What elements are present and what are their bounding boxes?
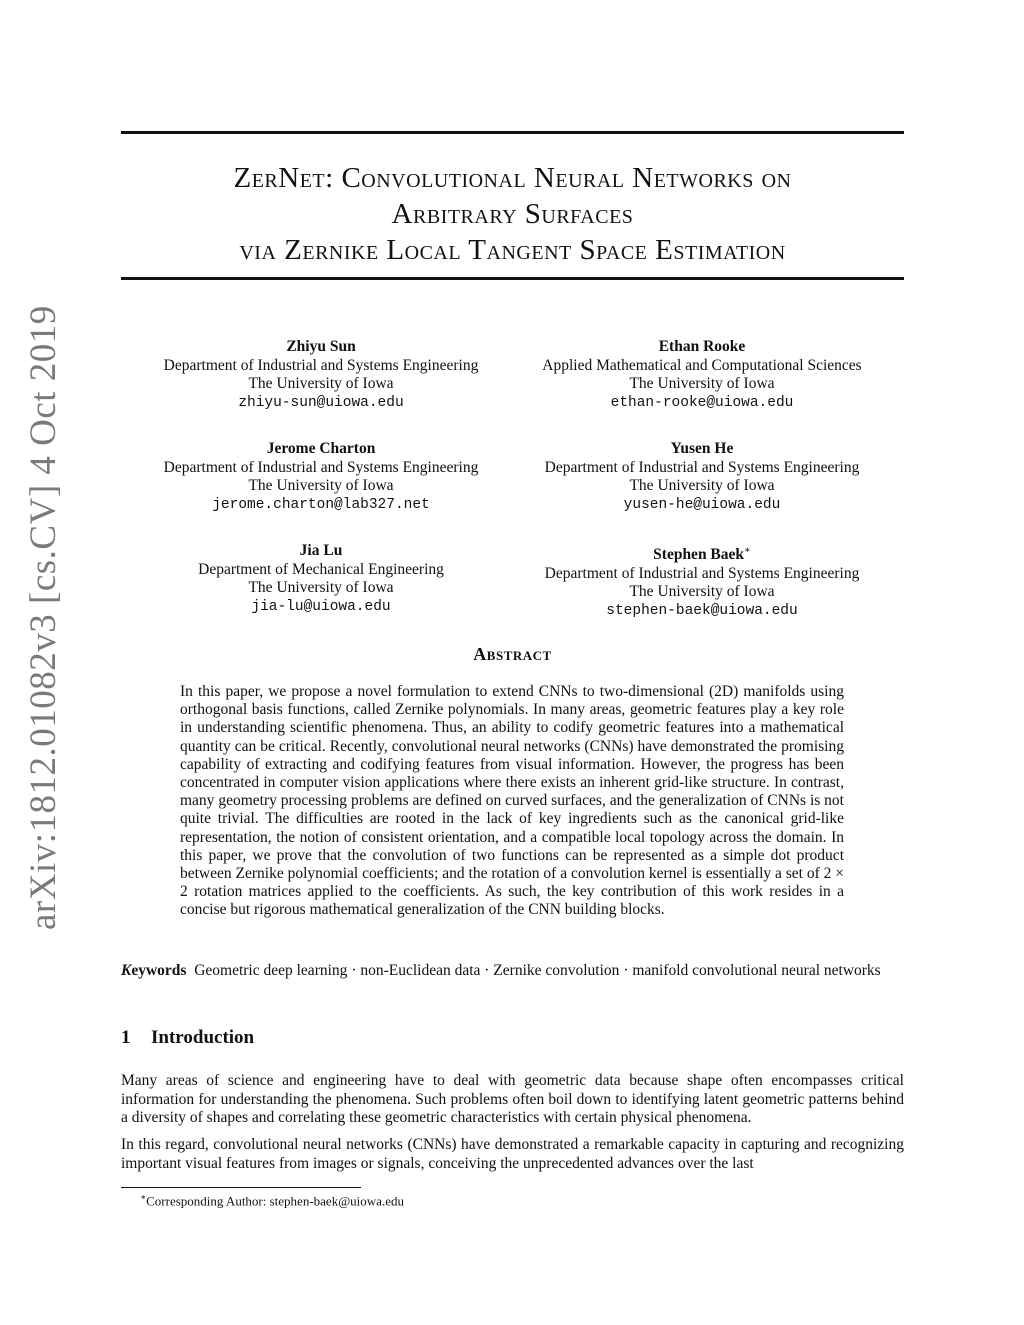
author-department: Department of Industrial and Systems Engineering <box>544 458 860 476</box>
author-name: Zhiyu Sun <box>286 338 356 355</box>
title-line-1: ZerNet: Convolutional Neural Networks on <box>233 162 792 194</box>
body-paragraph: Many areas of science and engineering have to deal with geometric data because shape often encompasses critical information for understanding the phenomena. Such problems often boil down to identifying latent geometric patterns behind a diversity of shapes and correlating these geometric characteristics with certain physical phenomena. <box>121 1072 904 1126</box>
author-university: The University of Iowa <box>248 579 394 596</box>
author-university: The University of Iowa <box>248 477 394 494</box>
keywords-text: Geometric deep learning · non-Euclidean data · Zernike convolution · manifold convolutional neural networks <box>194 962 881 979</box>
section-number: 1 <box>121 1027 131 1048</box>
author-department: Applied Mathematical and Computational Sciences <box>542 356 862 374</box>
author-department: Department of Mechanical Engineering <box>198 560 444 578</box>
corresponding-author-mark: ∗ <box>744 545 751 556</box>
author-department: Department of Industrial and Systems Engineering <box>163 458 479 476</box>
author-block <box>502 542 902 620</box>
paper-title <box>121 160 904 268</box>
keywords <box>121 962 904 981</box>
author-university: The University of Iowa <box>629 583 775 601</box>
author-name-text: Stephen Baek <box>653 546 745 564</box>
keywords-label-initial: K <box>121 962 132 979</box>
author-block <box>502 338 902 412</box>
author-name: Jia Lu <box>299 542 343 559</box>
author-department: Department of Industrial and Systems Engineering <box>163 356 479 374</box>
author-name: Jerome Charton <box>266 440 376 457</box>
author-university: The University of Iowa <box>629 375 775 392</box>
title-top-rule <box>121 131 904 134</box>
title-bottom-rule <box>121 277 904 280</box>
title-line-2: Arbitrary Surfaces <box>391 198 634 230</box>
section-title: Introduction <box>151 1027 255 1048</box>
body-paragraph: In this regard, convolutional neural networks (CNNs) have demonstrated a remarkable capacity in capturing and recognizing important visual features from images or signals, conceiving the unprecedented advances over the last <box>121 1136 904 1172</box>
footnote-text: Corresponding Author: stephen-baek@uiowa.edu <box>146 1193 404 1209</box>
author-university: The University of Iowa <box>248 375 394 392</box>
section-heading <box>121 1027 254 1049</box>
abstract-text: In this paper, we propose a novel formulation to extend CNNs to two-dimensional (2D) manifolds using orthogonal basis functions, called Zernike polynomials. In many areas, geometric features play a key role in understanding scientific phenomena. Thus, an ability to codify geometric features into a mathematical quantity can be critical. Recently, convolutional neural networks (CNNs) have demonstrated the promising capability of extracting and codifying features from visual information. However, the progress has been concentrated in computer vision applications where there exists an inherent grid-like structure. In contrast, many geometry processing problems are defined on curved surfaces, and the generalization of CNNs is not quite trivial. The difficulties are rooted in the lack of key ingredients such as the canonical grid-like representation, the notion of consistent orientation, and a compatible local topology across the domain. In this paper, we prove that the convolution of two functions can be represented as a simple dot product between Zernike polynomial coefficients; and the rotation of a convolution kernel is essentially a set of 2 × 2 rotation matrices applied to the coefficients. As such, the key contribution of this work resides in a concise but rigorous mathematical generalization of the CNN building blocks. <box>180 683 844 919</box>
author-email: ethan-rooke@uiowa.edu <box>610 394 794 411</box>
author-email: yusen-he@uiowa.edu <box>623 496 781 513</box>
author-name: Ethan Rooke <box>658 338 746 355</box>
author-name: Yusen He <box>670 440 734 457</box>
author-email: zhiyu-sun@uiowa.edu <box>238 394 404 411</box>
abstract-heading: Abstract <box>473 644 552 664</box>
author-email: jerome.charton@lab327.net <box>212 496 430 513</box>
footnote <box>140 1192 404 1209</box>
author-block <box>121 338 521 412</box>
author-email: jia-lu@uiowa.edu <box>251 598 391 615</box>
author-department: Department of Industrial and Systems Engineering <box>544 564 860 582</box>
keywords-label-rest: eywords <box>131 962 187 979</box>
footnote-rule <box>121 1187 361 1188</box>
author-block <box>121 542 521 616</box>
arxiv-identifier-stamp: arXiv:1812.01082v3 [cs.CV] 4 Oct 2019 <box>23 305 64 930</box>
author-name <box>502 542 902 565</box>
author-university: The University of Iowa <box>629 477 775 494</box>
footnote-mark: ∗ <box>140 1192 147 1202</box>
keywords-label <box>121 962 186 979</box>
author-email: stephen-baek@uiowa.edu <box>606 602 798 619</box>
title-line-3: via Zernike Local Tangent Space Estimation <box>239 234 786 266</box>
author-block <box>502 440 902 514</box>
author-block <box>121 440 521 514</box>
